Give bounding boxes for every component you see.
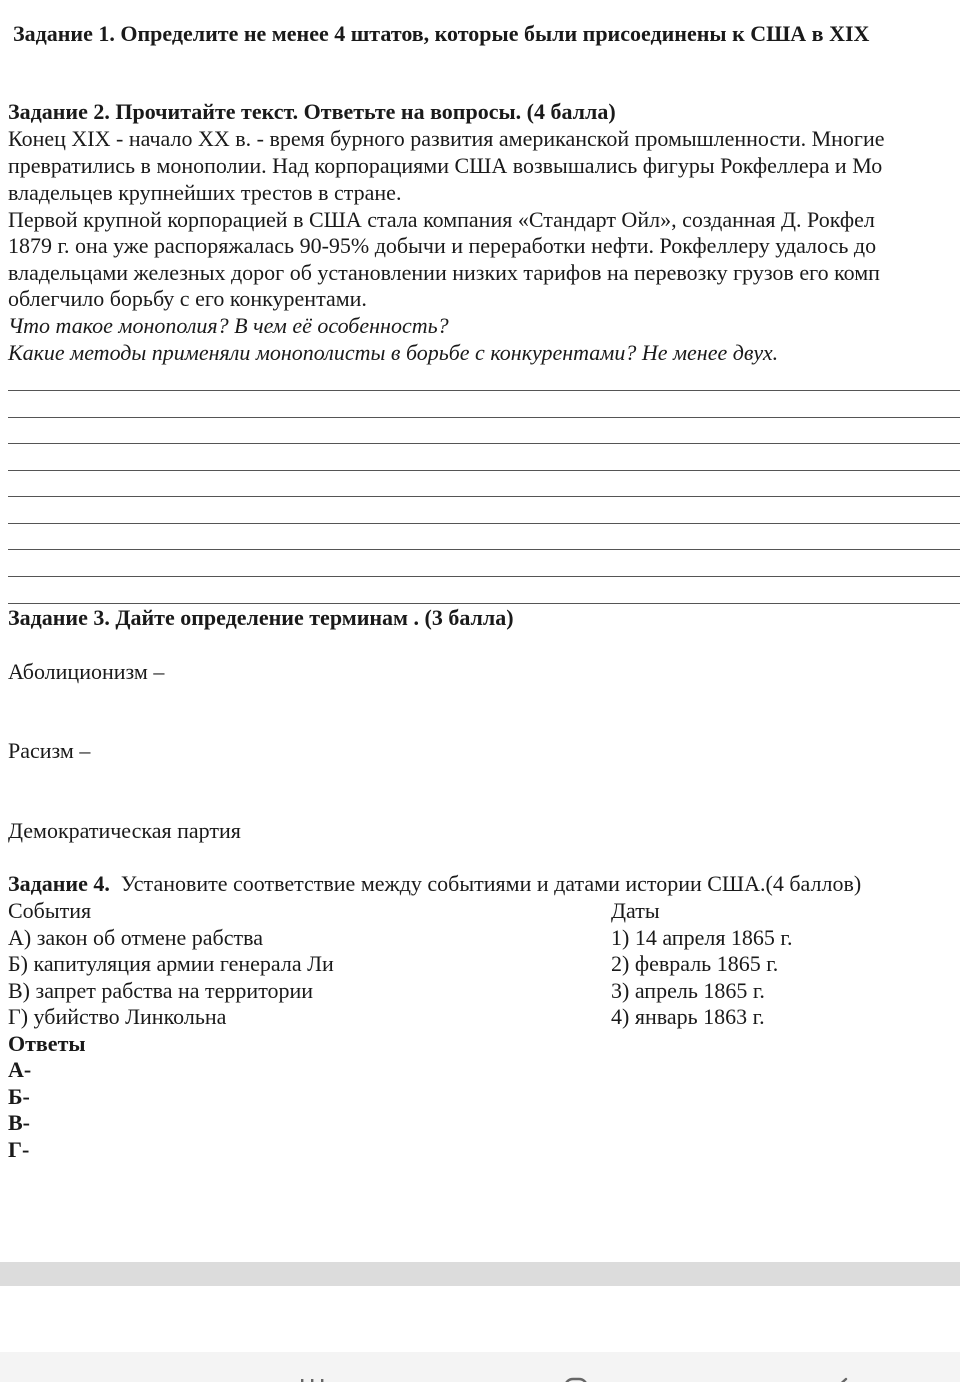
task3-term: Аболиционизм – bbox=[8, 659, 165, 684]
date-item: 2) февраль 1865 г. bbox=[611, 951, 779, 976]
system-navigation-bar bbox=[0, 1352, 960, 1382]
answer-line bbox=[8, 417, 960, 418]
task2-question-2: Какие методы применяли монополисты в борьбе с конкурентами? Не менее двух. bbox=[8, 340, 779, 365]
task2-paragraph-line: Первой крупной корпорацией в США стала компания «Стандарт Ойл», созданная Д. Рокфел bbox=[8, 207, 875, 232]
back-icon[interactable] bbox=[826, 1372, 852, 1382]
task2-question-1: Что такое монополия? В чем её особенность? bbox=[8, 313, 449, 338]
answers-header: Ответы bbox=[8, 1031, 86, 1056]
answer-line bbox=[8, 576, 960, 577]
date-item: 3) апрель 1865 г. bbox=[611, 978, 765, 1003]
answer-item: А- bbox=[8, 1057, 32, 1082]
answer-item: В- bbox=[8, 1110, 30, 1135]
answer-line bbox=[8, 603, 960, 604]
answer-line bbox=[8, 443, 960, 444]
task2-paragraph-line: владельцами железных дорог об установлении низких тарифов на перевозку грузов его комп bbox=[8, 260, 880, 285]
event-item: Г) убийство Линкольна bbox=[8, 1004, 227, 1029]
task2-title: Задание 2. Прочитайте текст. Ответьте на вопросы. (4 балла) bbox=[8, 99, 616, 124]
task2-paragraph-line: облегчило борьбу с его конкурентами. bbox=[8, 286, 367, 311]
answer-line bbox=[8, 390, 960, 391]
task3-term: Расизм – bbox=[8, 738, 91, 763]
answer-item: Б- bbox=[8, 1084, 30, 1109]
event-item: Б) капитуляция армии генерала Ли bbox=[8, 951, 334, 976]
task1-text: Задание 1. Определите не менее 4 штатов, которые были присоединены к США в XIX bbox=[13, 21, 870, 46]
task2-paragraph-line: Конец XIX - начало XX в. - время бурного развития американской промышленности. Многие bbox=[8, 126, 885, 151]
task2-paragraph-line: владельцев крупнейших трестов в стране. bbox=[8, 180, 402, 205]
answer-line bbox=[8, 496, 960, 497]
answer-line bbox=[8, 549, 960, 550]
recent-apps-icon[interactable] bbox=[300, 1372, 326, 1382]
task4-title-label: Задание 4. bbox=[8, 871, 110, 896]
task2-paragraph-line: превратились в монополии. Над корпорациями США возвышались фигуры Рокфеллера и Мо bbox=[8, 153, 883, 178]
event-item: А) закон об отмене рабства bbox=[8, 925, 263, 950]
home-icon[interactable] bbox=[563, 1372, 589, 1382]
events-header: События bbox=[8, 898, 92, 923]
event-item: В) запрет рабства на территории bbox=[8, 978, 314, 1003]
answer-item: Г- bbox=[8, 1137, 30, 1162]
task4-title bbox=[8, 871, 861, 897]
task4-title-text: Установите соответствие между событиями и датами истории США.(4 баллов) bbox=[109, 871, 862, 896]
task3-term: Демократическая партия bbox=[8, 818, 241, 843]
date-item: 1) 14 апреля 1865 г. bbox=[611, 925, 793, 950]
date-item: 4) январь 1863 г. bbox=[611, 1004, 765, 1029]
task2-paragraph-line: 1879 г. она уже распоряжалась 90-95% добычи и переработки нефти. Рокфеллеру удалось до bbox=[8, 233, 877, 258]
page-separator bbox=[0, 1262, 960, 1286]
answer-line bbox=[8, 523, 960, 524]
answer-line bbox=[8, 470, 960, 471]
dates-header: Даты bbox=[611, 898, 660, 923]
blank-area bbox=[0, 1286, 960, 1352]
task3-title: Задание 3. Дайте определение терминам . (3 балла) bbox=[8, 605, 514, 630]
